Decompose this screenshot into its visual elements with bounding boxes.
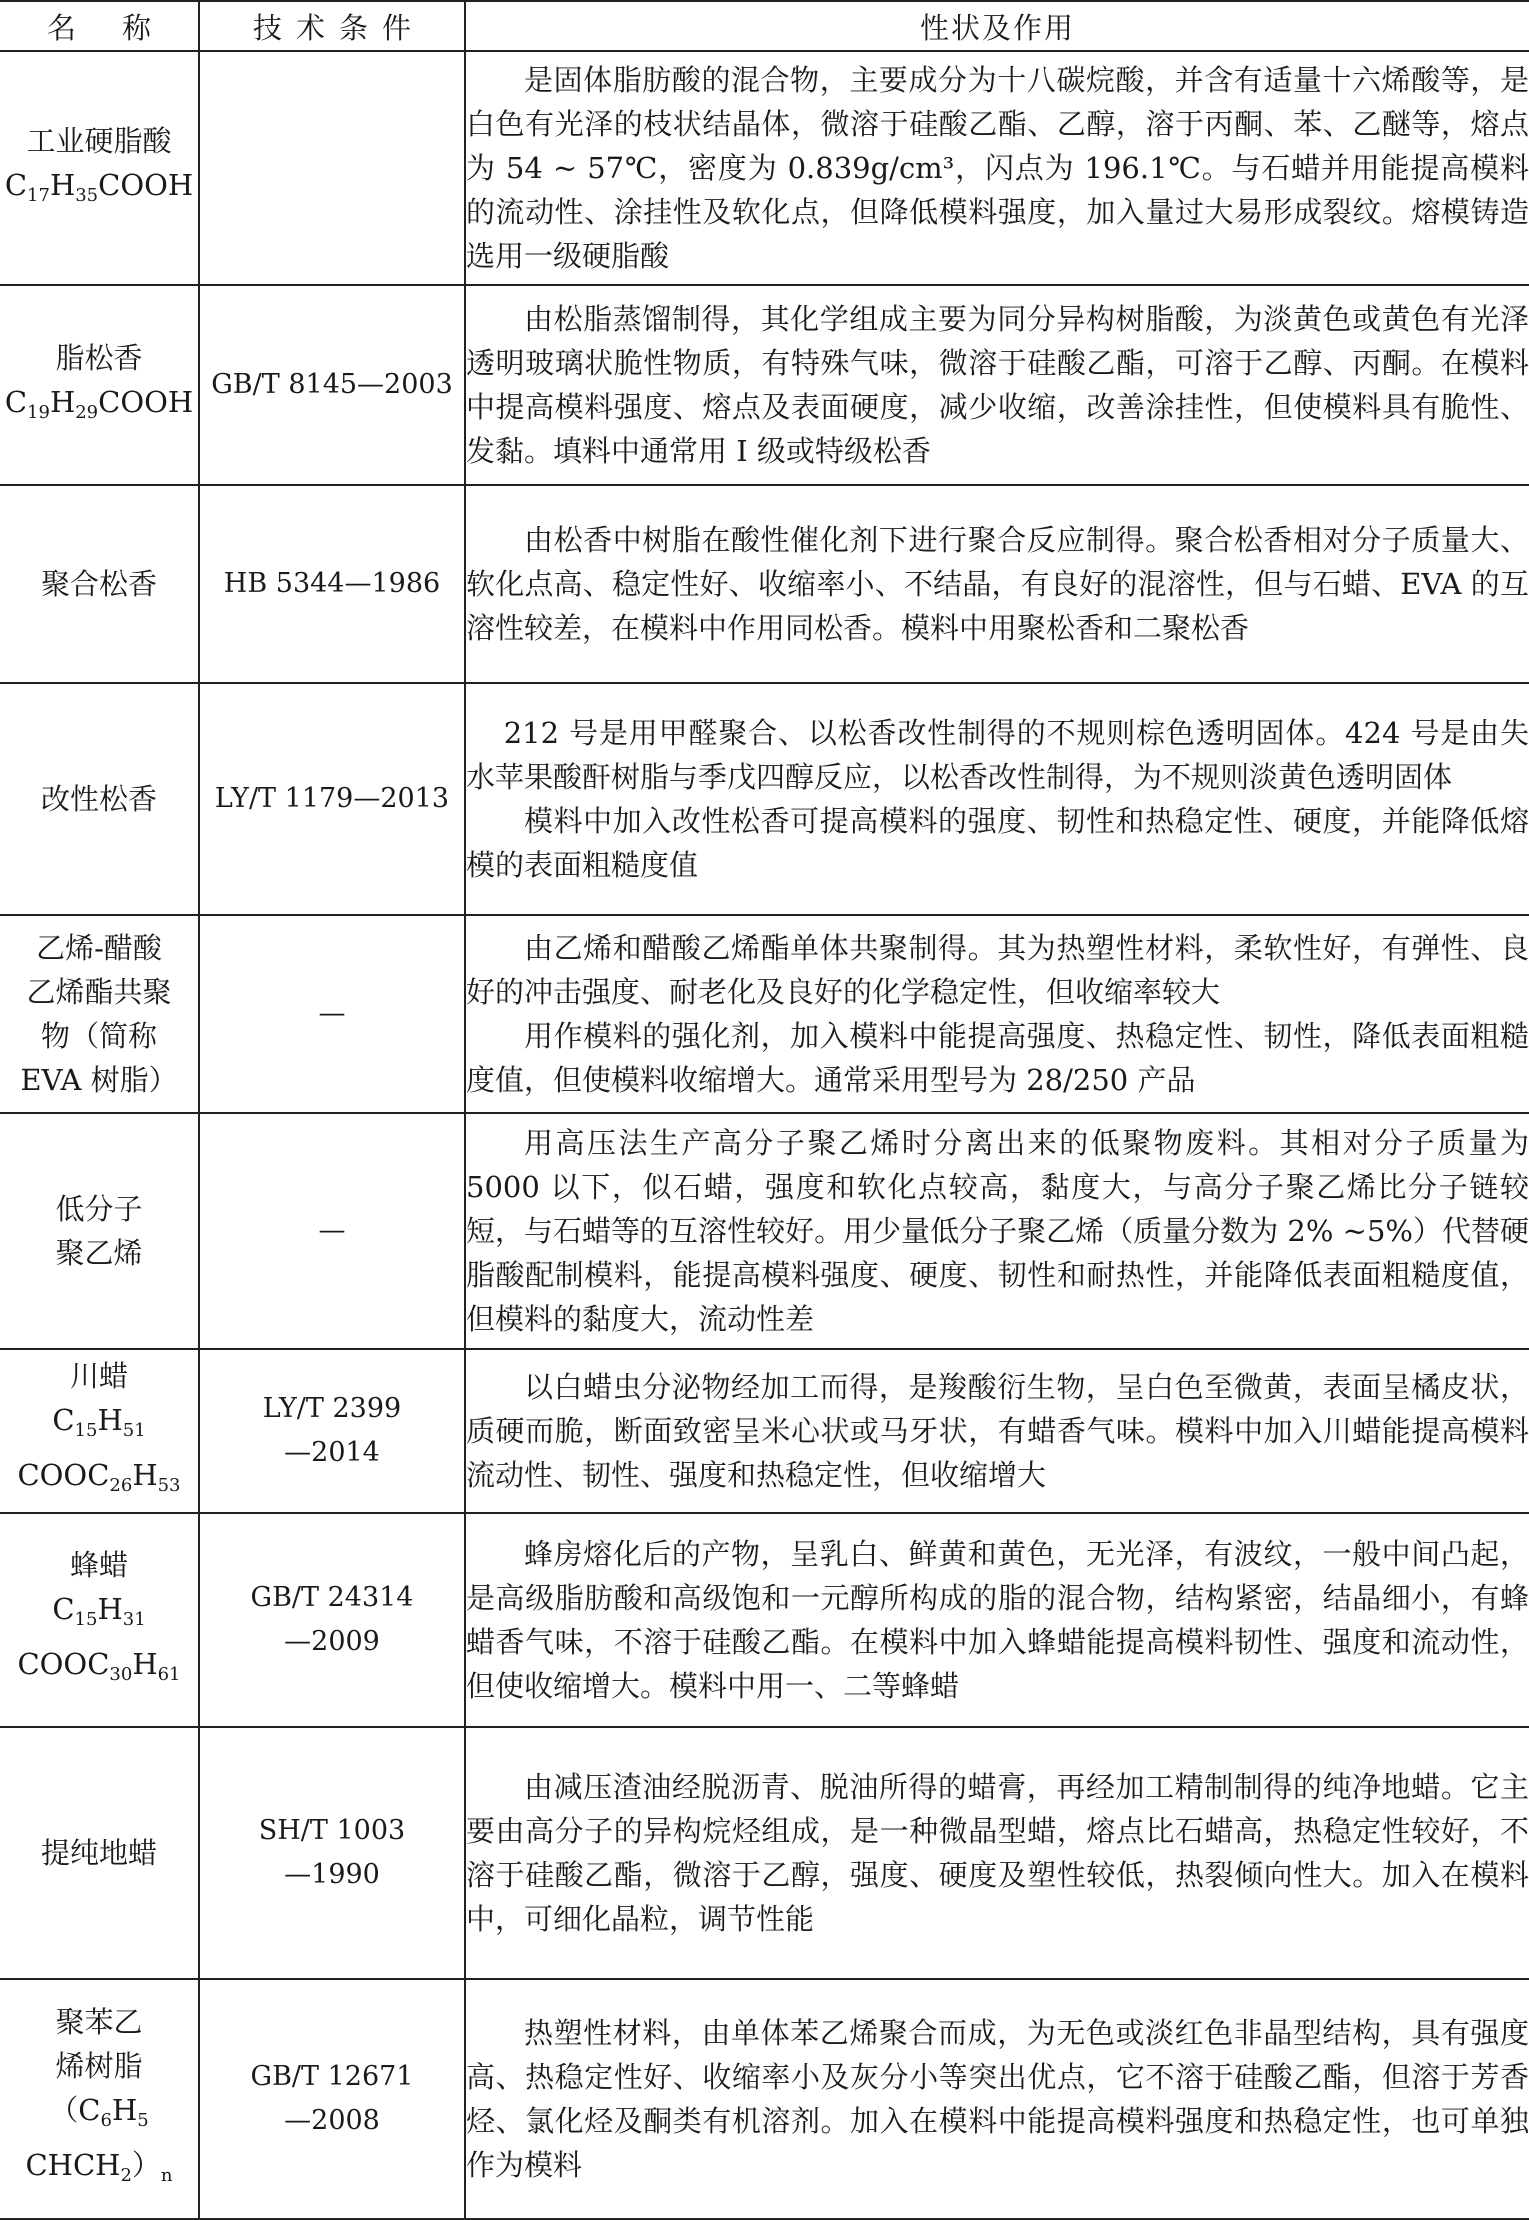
material-name-cell <box>0 485 199 683</box>
material-name-line <box>0 1831 198 1875</box>
tech-conditions-cell <box>199 1349 465 1513</box>
table-row <box>0 51 1529 285</box>
table-row <box>0 1349 1529 1513</box>
properties-cell <box>465 485 1529 683</box>
name-text: H <box>97 1403 123 1437</box>
name-text: H <box>132 1458 158 1492</box>
header-name: 名称 <box>0 1 199 51</box>
tech-conditions-cell <box>199 1727 465 1979</box>
table-row <box>0 1979 1529 2219</box>
name-text: C <box>4 384 28 419</box>
tech-condition-text: — <box>318 1215 346 1246</box>
name-text: H <box>97 1592 123 1626</box>
name-text: EVA 树脂） <box>20 1063 178 1097</box>
name-text: C <box>52 1403 75 1437</box>
material-name-line <box>0 380 198 435</box>
material-name-line <box>0 1014 198 1058</box>
formula-subscript: 35 <box>75 184 99 206</box>
name-text: H <box>111 2093 138 2127</box>
name-text: H <box>49 167 76 202</box>
table-row <box>0 1113 1529 1349</box>
name-text: COOH <box>98 384 194 419</box>
properties-cell <box>465 915 1529 1113</box>
name-text: 聚苯乙 <box>55 2005 143 2039</box>
properties-cell <box>465 51 1529 285</box>
formula-subscript: 19 <box>27 401 50 423</box>
properties-paragraph: 由乙烯和醋酸乙烯酯单体共聚制得。其为热塑性材料，柔软性好，有弹性、良好的冲击强度、耐老化及良好的化学稳定性，但收缩率较大 <box>466 931 1529 1009</box>
tech-conditions-cell <box>199 915 465 1113</box>
material-name-line <box>0 562 198 606</box>
tech-condition-text: — <box>318 998 346 1029</box>
tech-conditions-cell <box>199 1113 465 1349</box>
table-row <box>0 915 1529 1113</box>
material-name-line <box>0 2088 198 2143</box>
formula-subscript: 5 <box>137 2110 149 2131</box>
material-name-cell <box>0 1979 199 2219</box>
properties-paragraph: 用作模料的强化剂，加入模料中能提高强度、热稳定性、韧性，降低表面粗糙度值，但使模料收缩增大。通常采用型号为 28/250 产品 <box>466 1019 1529 1097</box>
material-name-line <box>0 1058 198 1102</box>
formula-subscript: 53 <box>157 1475 181 1496</box>
formula-subscript: 15 <box>74 1420 98 1441</box>
material-name-line <box>0 119 198 163</box>
material-name-cell <box>0 683 199 915</box>
tech-condition-text: HB 5344—1986 <box>223 568 441 599</box>
table-row <box>0 485 1529 683</box>
material-name-line <box>0 1354 198 1398</box>
tech-conditions-cell <box>199 51 465 285</box>
material-name-line <box>0 1642 198 1697</box>
table-row <box>0 683 1529 915</box>
material-name-line <box>0 1543 198 1587</box>
name-text: H <box>132 1647 158 1681</box>
tech-condition-text: SH/T 1003 <box>258 1815 406 1846</box>
formula-subscript: 31 <box>122 1609 146 1630</box>
formula-subscript: 17 <box>27 184 50 206</box>
material-name-cell <box>0 915 199 1113</box>
formula-subscript: 15 <box>74 1609 98 1630</box>
formula-subscript: n <box>160 2165 173 2186</box>
material-name-line <box>0 1187 198 1231</box>
properties-paragraph: 由松香中树脂在酸性催化剂下进行聚合反应制得。聚合松香相对分子质量大、软化点高、稳定性好、收缩率小、不结晶，有良好的混溶性，但与石蜡、EVA 的互溶性较差，在模料中作用同松香。模料中用聚松香和二聚松香 <box>466 523 1529 645</box>
name-text: 聚乙烯 <box>55 1236 143 1270</box>
properties-cell <box>465 1513 1529 1727</box>
material-name-line <box>0 926 198 970</box>
properties-paragraph: 热塑性材料，由单体苯乙烯聚合而成，为无色或淡红色非晶型结构，具有强度高、热稳定性好、收缩率小及灰分小等突出优点，它不溶于硅酸乙酯，但溶于芳香烃、氯化烃及酮类有机溶剂。加入在模料中能提高模料强度和热稳定性，也可单独作为模料 <box>466 2016 1529 2182</box>
material-name-line <box>0 2143 198 2198</box>
table-row <box>0 285 1529 485</box>
material-name-line <box>0 1231 198 1275</box>
material-name-line <box>0 970 198 1014</box>
tech-condition-text: GB/T 8145—2003 <box>211 369 453 400</box>
name-text: 聚合松香 <box>40 567 157 601</box>
properties-paragraph: 由减压渣油经脱沥青、脱油所得的蜡膏，再经加工精制制得的纯净地蜡。它主要由高分子的异构烷烃组成，是一种微晶型蜡，熔点比石蜡高，热稳定性较好，不溶于硅酸乙酯，微溶于乙醇，强度、硬度及塑性较低，热裂倾向性大。加入在模料中，可细化晶粒，调节性能 <box>466 1770 1529 1936</box>
material-name-cell <box>0 1513 199 1727</box>
material-name-cell <box>0 1349 199 1513</box>
name-text: 川蜡 <box>69 1359 128 1393</box>
name-text: 蜂蜡 <box>69 1548 128 1582</box>
header-row <box>0 1 1529 51</box>
tech-condition-text: —2009 <box>284 1626 380 1657</box>
tech-condition-text: —2014 <box>284 1437 380 1468</box>
properties-paragraph: 是固体脂肪酸的混合物，主要成分为十八碳烷酸，并含有适量十六烯酸等，是白色有光泽的枝状结晶体，微溶于硅酸乙酯、乙醇，溶于丙酮、苯、乙醚等，熔点为 54 ~ 57℃，密度为 0.839g/cm³，闪点为 196.1℃。与石蜡并用能提高模料的流动性、涂挂性及软化点，但降低模料强度，加入量过大易形成裂纹。熔模铸造选用一级硬脂酸 <box>466 63 1529 273</box>
properties-paragraph: 用高压法生产高分子聚乙烯时分离出来的低聚物废料。其相对分子质量为 5000 以下，似石蜡，强度和软化点较高，黏度大，与高分子聚乙烯比分子链较短，与石蜡等的互溶性较好。用少量低分子聚乙烯（质量分数为 2% ~5%）代替硬脂酸配制模料，能提高模料强度、硬度、韧性和耐热性，并能降低表面粗糙度值，但模料的黏度大，流动性差 <box>466 1126 1529 1336</box>
tech-conditions-cell <box>199 1979 465 2219</box>
name-text: CHCH <box>25 2148 121 2182</box>
material-name-line <box>0 1587 198 1642</box>
tech-condition-text: GB/T 24314 <box>250 1582 414 1613</box>
material-name-line <box>0 2000 198 2044</box>
tech-conditions-cell <box>199 285 465 485</box>
name-text: 物（简称 <box>40 1019 157 1053</box>
properties-cell <box>465 285 1529 485</box>
name-text: ） <box>131 2148 161 2182</box>
name-text: 低分子 <box>55 1192 143 1226</box>
formula-subscript: 29 <box>75 401 99 423</box>
material-name-cell <box>0 1113 199 1349</box>
formula-subscript: 26 <box>109 1475 133 1496</box>
formula-subscript: 51 <box>122 1420 146 1441</box>
properties-paragraph: 蜂房熔化后的产物，呈乳白、鲜黄和黄色，无光泽，有波纹，一般中间凸起，是高级脂肪酸和高级饱和一元醇所构成的脂的混合物，结构紧密，结晶细小，有蜂蜡香气味，不溶于硅酸乙酯。在模料中加入蜂蜡能提高模料韧性、强度和流动性，但使收缩增大。模料中用一、二等蜂蜡 <box>466 1537 1529 1703</box>
material-name-line <box>0 163 198 218</box>
name-text: 改性松香 <box>40 782 157 816</box>
properties-cell <box>465 1349 1529 1513</box>
name-text: H <box>49 384 76 419</box>
name-text: 乙烯酯共聚 <box>26 975 172 1009</box>
tech-conditions-cell <box>199 683 465 915</box>
name-text: 乙烯-醋酸 <box>36 931 162 965</box>
name-text: （C <box>49 2093 101 2127</box>
name-text: COOC <box>17 1647 110 1681</box>
properties-paragraph: 212 号是用甲醛聚合、以松香改性制得的不规则棕色透明固体。424 号是由失水苹果酸酐树脂与季戊四醇反应，以松香改性制得，为不规则淡黄色透明固体 <box>466 716 1529 794</box>
formula-subscript: 61 <box>157 1664 181 1685</box>
name-text: COOC <box>17 1458 110 1492</box>
header-properties: 性状及作用 <box>465 1 1529 51</box>
material-name-line <box>0 1398 198 1453</box>
properties-cell <box>465 1979 1529 2219</box>
material-name-line <box>0 2044 198 2088</box>
tech-condition-text: GB/T 12671 <box>250 2061 414 2092</box>
tech-conditions-cell <box>199 1513 465 1727</box>
material-name-line <box>0 1453 198 1508</box>
name-text: C <box>52 1592 75 1626</box>
properties-paragraph: 由松脂蒸馏制得，其化学组成主要为同分异构树脂酸，为淡黄色或黄色有光泽透明玻璃状脆性物质，有特殊气味，微溶于硅酸乙酯，可溶于乙醇、丙酮。在模料中提高模料强度、熔点及表面硬度，减少收缩，改善涂挂性，但使模料具有脆性、发黏。填料中通常用 I 级或特级松香 <box>466 302 1529 468</box>
name-text: 烯树脂 <box>55 2049 143 2083</box>
material-name-line <box>0 336 198 380</box>
name-text: COOH <box>98 167 194 202</box>
properties-cell <box>465 683 1529 915</box>
formula-subscript: 2 <box>120 2165 132 2186</box>
tech-condition-text: —2008 <box>284 2105 380 2136</box>
table-row <box>0 1727 1529 1979</box>
properties-cell <box>465 1113 1529 1349</box>
material-name-cell <box>0 285 199 485</box>
table-row <box>0 1513 1529 1727</box>
material-name-cell <box>0 1727 199 1979</box>
material-name-cell <box>0 51 199 285</box>
tech-condition-text: —1990 <box>284 1859 380 1890</box>
properties-paragraph: 模料中加入改性松香可提高模料的强度、韧性和热稳定性、硬度，并能降低熔模的表面粗糙度值 <box>466 804 1529 882</box>
tech-condition-text: LY/T 1179—2013 <box>214 783 450 814</box>
header-tech-conditions: 技术条件 <box>199 1 465 51</box>
name-text: C <box>4 167 28 202</box>
properties-paragraph: 以白蜡虫分泌物经加工而得，是羧酸衍生物，呈白色至微黄，表面呈橘皮状，质硬而脆，断面致密呈米心状或马牙状，有蜡香气味。模料中加入川蜡能提高模料流动性、韧性、强度和热稳定性，但收缩增大 <box>466 1370 1529 1492</box>
name-text: 工业硬脂酸 <box>26 123 172 158</box>
tech-conditions-cell <box>199 485 465 683</box>
name-text: 提纯地蜡 <box>40 1836 157 1870</box>
tech-condition-text: LY/T 2399 <box>262 1393 402 1424</box>
formula-subscript: 6 <box>100 2110 112 2131</box>
name-text: 脂松香 <box>55 340 143 375</box>
formula-subscript: 30 <box>109 1664 133 1685</box>
material-name-line <box>0 777 198 821</box>
properties-cell <box>465 1727 1529 1979</box>
